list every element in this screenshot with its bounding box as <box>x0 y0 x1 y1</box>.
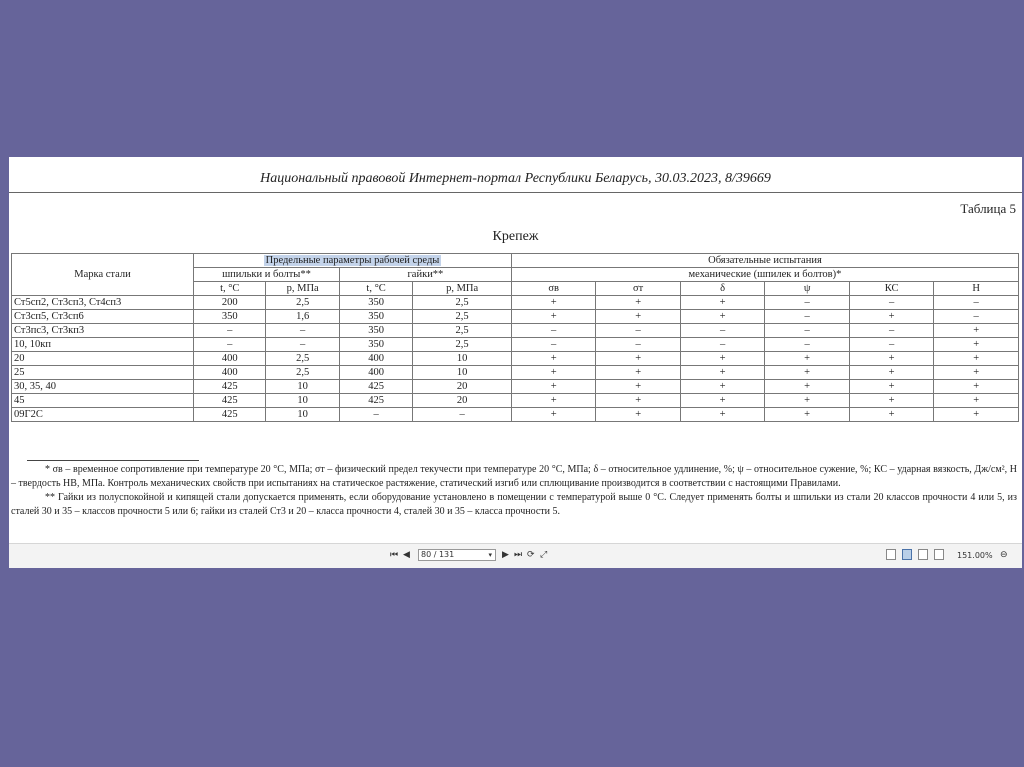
table-cell: – <box>849 338 933 352</box>
table-cell: 350 <box>339 324 412 338</box>
table-cell: + <box>849 380 933 394</box>
zoom-level[interactable]: 151.00% <box>957 551 993 560</box>
table-cell: 2,5 <box>266 296 339 310</box>
table-cell: 425 <box>194 408 266 422</box>
table-cell: 400 <box>194 352 266 366</box>
table-cell: 400 <box>339 366 412 380</box>
table-row <box>12 352 1019 366</box>
table-cell: – <box>765 310 849 324</box>
table-row <box>12 394 1019 408</box>
table-cell: + <box>596 380 680 394</box>
table-cell: 2,5 <box>413 310 512 324</box>
table-cell: – <box>765 324 849 338</box>
subheader-cell: Н <box>934 282 1019 296</box>
zoom-out-button[interactable]: ⊖ <box>1000 550 1008 560</box>
table-cell: + <box>849 366 933 380</box>
table-cell: + <box>511 310 595 324</box>
rotate-icon[interactable]: ⟳ <box>527 550 535 560</box>
table-row <box>12 366 1019 380</box>
footnote-2: ** Гайки из полуспокойной и кипящей стали допускается применять, если оборудование установлено в помещении с температурой выше 0 °С. Следует применять болты и шпильки из стали 20 классов прочности 4 или 5, из сталей 30 и 35 – классов прочности 5 или 6; гайки из сталей Ст3 и 20 – класса прочности 4, сталей 30 и 35 – класса прочности 5. <box>11 492 1017 517</box>
single-page-icon[interactable] <box>886 549 896 560</box>
table-cell: – <box>413 408 512 422</box>
steel-grade-cell: 09Г2С <box>12 408 194 422</box>
table-cell: + <box>596 352 680 366</box>
table-cell: + <box>934 324 1019 338</box>
mech-header: механические (шпилек и болтов)* <box>511 268 1018 282</box>
table-cell: – <box>934 296 1019 310</box>
table-cell: + <box>596 310 680 324</box>
table-cell: + <box>934 380 1019 394</box>
table-cell: – <box>765 338 849 352</box>
table-cell: 350 <box>339 296 412 310</box>
footnote-1: * σв – временное сопротивление при температуре 20 °С, МПа; σт – физический предел текучести при температуре 20 °С, МПа; δ – относительное удлинение, %; ψ – относительное сужение, %; КС – ударная вязкость, Дж/см², Н – твердость НВ, МПа. Контроль механических свойств при испытаниях на статическое растяжение, статический изгиб или сплющивание производится в соответствии с настоящими Правилами. <box>11 464 1018 489</box>
table-cell: + <box>680 380 764 394</box>
limit-params-label: Предельные параметры рабочей среды <box>265 255 440 266</box>
table-cell: + <box>934 366 1019 380</box>
table-cell: + <box>680 310 764 324</box>
table-cell: 350 <box>194 310 266 324</box>
table-cell: + <box>765 380 849 394</box>
table-cell: 2,5 <box>266 352 339 366</box>
page-indicator: 80 / 131 <box>421 550 455 559</box>
table-cell: + <box>680 296 764 310</box>
table-cell: + <box>765 394 849 408</box>
table-title: Крепеж <box>492 229 539 244</box>
table-cell: – <box>849 296 933 310</box>
table-cell: + <box>849 352 933 366</box>
table-cell: – <box>194 324 266 338</box>
subheader-cell: t, °С <box>194 282 266 296</box>
table-cell: 425 <box>194 380 266 394</box>
header-divider <box>9 192 1022 193</box>
table-cell: 1,6 <box>266 310 339 324</box>
page-dropdown-icon[interactable]: ▾ <box>488 551 492 559</box>
subheader-cell: σт <box>596 282 680 296</box>
table-row <box>12 324 1019 338</box>
table-cell: 2,5 <box>413 324 512 338</box>
table-cell: + <box>934 352 1019 366</box>
table-cell: – <box>194 338 266 352</box>
table-cell: + <box>511 296 595 310</box>
pdf-viewer <box>9 157 1022 568</box>
subheader-cell: σв <box>511 282 595 296</box>
table-cell: 400 <box>194 366 266 380</box>
table-cell: + <box>511 380 595 394</box>
table-row <box>12 338 1019 352</box>
table-cell: 400 <box>339 352 412 366</box>
table-cell: 2,5 <box>413 296 512 310</box>
table-cell: 20 <box>413 394 512 408</box>
two-page-icon[interactable] <box>918 549 928 560</box>
next-page-button[interactable]: ▶ <box>502 550 509 560</box>
table-cell: – <box>680 324 764 338</box>
table-cell: – <box>596 324 680 338</box>
last-page-button[interactable]: ⏭ <box>514 550 523 560</box>
table-cell: + <box>680 352 764 366</box>
first-page-button[interactable]: ⏮ <box>390 550 399 560</box>
grade-header: Марка стали <box>12 254 194 296</box>
table-cell: 10 <box>266 380 339 394</box>
table-cell: 2,5 <box>413 338 512 352</box>
table-cell: 425 <box>194 394 266 408</box>
subheader-cell: КС <box>849 282 933 296</box>
table-cell: 425 <box>339 380 412 394</box>
table-cell: + <box>511 352 595 366</box>
prev-page-button[interactable]: ◀ <box>403 550 410 560</box>
table-number: Таблица 5 <box>960 201 1016 216</box>
table-cell: 350 <box>339 310 412 324</box>
table-cell: – <box>339 408 412 422</box>
table-cell: – <box>266 324 339 338</box>
tests-header: Обязательные испытания <box>511 254 1018 268</box>
table-cell: – <box>849 324 933 338</box>
subheader-cell: р, МПа <box>266 282 339 296</box>
table-row <box>12 310 1019 324</box>
table-cell: – <box>266 338 339 352</box>
table-cell: – <box>511 324 595 338</box>
table-cell: + <box>596 296 680 310</box>
table-cell: 350 <box>339 338 412 352</box>
table-cell: 200 <box>194 296 266 310</box>
table-cell: + <box>849 408 933 422</box>
two-page-continuous-icon[interactable] <box>934 549 944 560</box>
table-cell: + <box>934 394 1019 408</box>
table-cell: + <box>849 394 933 408</box>
table-cell: – <box>934 310 1019 324</box>
continuous-page-icon[interactable] <box>902 549 912 560</box>
fit-page-icon[interactable]: ⤢ <box>540 550 548 560</box>
steel-grade-cell: 20 <box>12 352 194 366</box>
steel-grade-cell: 30, 35, 40 <box>12 380 194 394</box>
table-cell: 10 <box>413 352 512 366</box>
table-cell: 20 <box>413 380 512 394</box>
subheader-cell: р, МПа <box>413 282 512 296</box>
table-cell: + <box>596 394 680 408</box>
table-cell: 10 <box>266 408 339 422</box>
steel-grade-cell: Ст3пс3, Ст3кп3 <box>12 324 194 338</box>
studs-header: шпильки и болты** <box>194 268 340 282</box>
table-cell: + <box>934 408 1019 422</box>
steel-grade-cell: 45 <box>12 394 194 408</box>
table-cell: + <box>680 408 764 422</box>
steel-grade-cell: 10, 10кп <box>12 338 194 352</box>
table-cell: + <box>765 366 849 380</box>
steel-grade-cell: Ст3сп5, Ст3сп6 <box>12 310 194 324</box>
table-cell: + <box>680 394 764 408</box>
table-cell: + <box>765 352 849 366</box>
table-cell: 425 <box>339 394 412 408</box>
footnote-divider <box>27 460 199 461</box>
table-cell: 2,5 <box>266 366 339 380</box>
table-cell: – <box>511 338 595 352</box>
table-cell: + <box>596 408 680 422</box>
table-row <box>12 296 1019 310</box>
table-cell: + <box>511 408 595 422</box>
limit-params-header <box>194 254 512 268</box>
viewer-toolbar <box>9 543 1022 568</box>
fasteners-table <box>11 253 1019 422</box>
table-cell: – <box>680 338 764 352</box>
table-cell: + <box>849 310 933 324</box>
steel-grade-cell: Ст5сп2, Ст3сп3, Ст4сп3 <box>12 296 194 310</box>
table-row <box>12 380 1019 394</box>
footnotes <box>11 463 1017 519</box>
table-cell: + <box>511 366 595 380</box>
table-cell: + <box>596 366 680 380</box>
table-cell: + <box>680 366 764 380</box>
steel-grade-cell: 25 <box>12 366 194 380</box>
table-cell: + <box>934 338 1019 352</box>
table-row <box>12 408 1019 422</box>
subheader-cell: δ <box>680 282 764 296</box>
table-cell: – <box>765 296 849 310</box>
nuts-header: гайки** <box>339 268 511 282</box>
table-cell: 10 <box>413 366 512 380</box>
subheader-cell: t, °С <box>339 282 412 296</box>
table-body <box>12 296 1019 422</box>
subheader-cell: ψ <box>765 282 849 296</box>
table-cell: + <box>765 408 849 422</box>
table-cell: 10 <box>266 394 339 408</box>
page-number-input[interactable] <box>418 549 496 561</box>
table-cell: + <box>511 394 595 408</box>
table-cell: – <box>596 338 680 352</box>
document-header: Национальный правовой Интернет-портал Республики Беларусь, 30.03.2023, 8/39669 <box>260 171 771 186</box>
